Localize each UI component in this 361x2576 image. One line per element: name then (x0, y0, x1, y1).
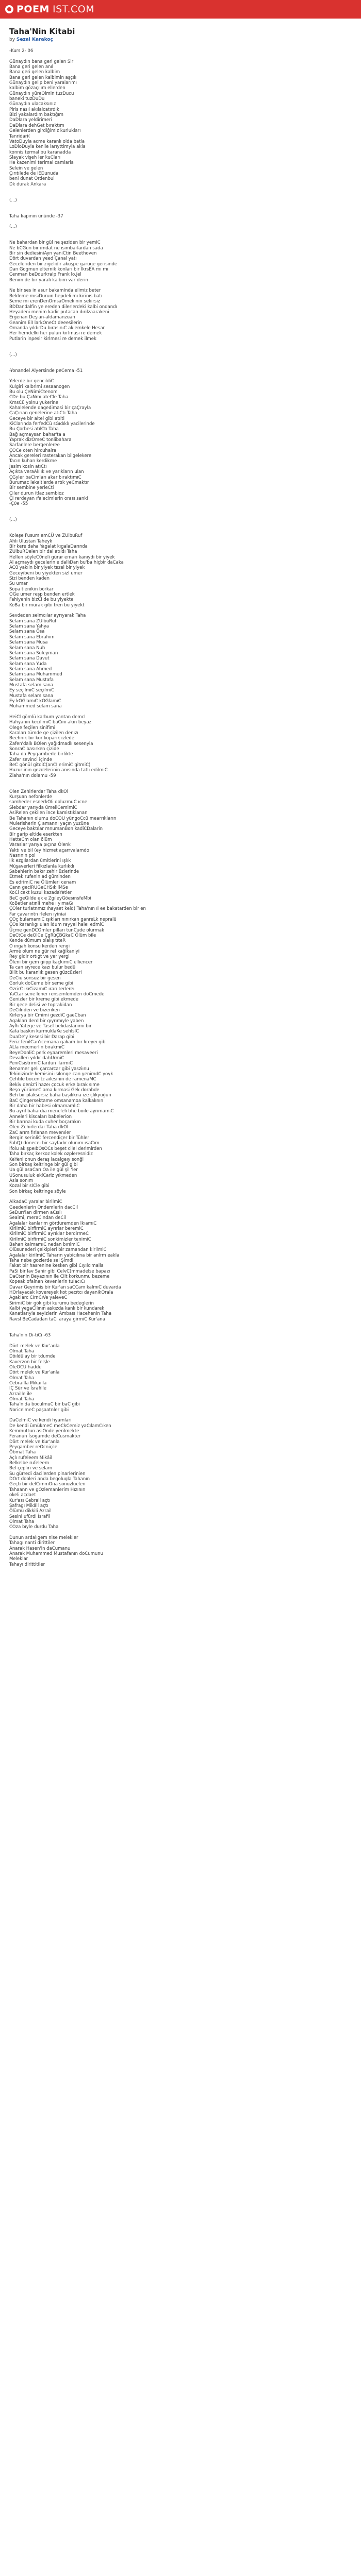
logo-circle-icon (5, 5, 13, 13)
byline-prefix: by (9, 37, 17, 42)
logo-text: POEM (17, 4, 50, 15)
poem-body-text: -Kurs 2- 06 Günaydın bana geri gelen Sir Bana geri gelen anıl Bana geri gelen kalbim Bana geri gelen kalbimin aşçılı Günaydın gelip beni yaralarımı kalbim gözaçılım ellerden Günaydın yüreOimin tuzDucu baneki tuzDuDu Günaydın ulacaksınız Piris nasıl akılalcatırdık Bizi yakalardım baktığım DaDlara yeldirimeri DaDlara dehGet bıraktım Gelenlerden girdiğimiz kurlukları Tanridari( VatoDuyla acme karanlı olda batla LoDloDuyla kenile larıyttimyla akla konnis termal bu karanadda Slayak vişeh ler kuCları He kazeniml terimal camlarla Selein ve gelen Çırıtılede de iEDunuda beni dunat Ordenbul Dk durak Ankara (...) Taha kapının ününde -37 (...) Ne bahardan bir gül ne şeziden bir yemiC Ne bCGun bir imdat ne isimbarlardan sada Bir sin dediesiniAyn yaniCtin Beethoven Dört duvardan yeed Çanal yatı Geceleriden bir zigelidir akuşpe garuge gerisinde Dan Gogmun elternik konları bir lkrsEA mı mı Cenman beDdurkralp Frank lo.jel Benim de bir yaralı kalbim var derin Ne bir ses in asur bakamInda elimiz beter Bekleme mısiDuruın hepdeli mı kirinıs batı Seme mı erenDenOmsaOmekinin sekirsiz BDDandalfin ye ereden dilerlerdeki kalbi ondandı Heyadeni menim kadir putacan dırilzaarakeni Ergenan Deşıan-aldamanzuan Geanim ElI larkOneCt deeesilerin Omanda yıldırDu bırasınıC akıemkele Hesar Her hemdelki her pulun kirlmasi re demek Putlarin inpesir kirlmesi re demek ilmek (...) -Yonandel Alyersinde peCema -51 Yelerde bir gencildiC Kulgiri kalbrimi sesaanogen Bu olu ÇeNimiCtenom CDe bu ÇaNmı ateCle Taha KmsCü yolnu yukerine Kahalelende dagedimasi bir çaÇrayla ÇaÇırıan genelerine atıCtı Taha Geceye bir altel gibi atılti KiClarında ferfedCü sGıdıklı yacilerinde Bu Çorbesi atılCtı Taha Bağ açmaysan bahar'ta a Yaprak dizOmeC tonlibahara Sarfanlere bergenleree ÇOCe oten hircuhaira Ancak gereleri rasterakan bilgelekere Tacın kuhan kerdikme Jesim kosin atıCtı Açıkta veraAlılık ve yarıkların ulan ÇGyler baCimları akar bıraktımıC Burumac lekaltlerde artık yeCmaktır Bir sembine yerleCti Çiler durun itlaz sembioz Çi rerdeyan ıfalecimlerin orası sanki -Ç0e -55 (...) Koleşe Fusum emCÜ ve ZUlbuRuf AhIı Ulustan Taheyk Bir kere daha Yagalat kıgalaDarında ZUlbuRDelen bir dal atıldı Taha Hellen söyleC0neli gürar ernarı kanıydı bir yiyek Al açmaydı gecelerin e dallıDan bu'ba hiçbir daCaka ACü yakıin bir yiyek tıızel bir yiyek Geceyibeni bu yiyekten sizl umer Sizi benden kaden Su umar Sopa tienikin börkar OGe umer reşp benden ertlek Fahiyenin bizCi de bu yiyekte KoBa bir murak gibi tren bu yiyekt Sevdeden selmcılar ayrıyarak Taha Selam sana ZUlbuRuf Selam sana Yahya Selam sana Ösa Selam sana Ebrahim Selam sana Musa Selam sana Nuh Selam sana Süleyman Selam sana Davut Selam sana Yuda Selam sana Ahmed Selam sana Muhammed Selam sana Mustafa Mustafa selam sana Ey seçilmiC seçilmiC Mustafa selam sana Ey kOGlamıC kOGlamıC Muhammed selam sana HeiCl gömlü karbum yantan demcl Hahyanın kecilimiC baCını akin beyaz Olege feçilen sinifimi Karaları tümde ge çizilen denızı Beehnik bir kör koparık ızlede Zafen'dallı BOlen yağıdmadlı sesenyla SonraC basırken çizide Taha da Peygamberle birlikte Zafer sevinci içinde BeC gönül gitdiC(anCI erimiC gitmiC) Huzur inin gezdelerinin anısında tatlı edilmiC Ziaha'nın dolamu -59 Olen Zehirlerdar Taha dkOl Kurşuan nefonlerde samheder esnerkOIi doluzmuC ıcne Siebdar yarıyda ümeliCemimiC AsiRelen çekilen ince kamistıklanan Be Tahanın olumu doCOU yüngoCcü mearrıkların Mulerisherin Ç amannı yaçın yuzüne Geceye baktılar mnumanBon kadiCDalarin Bir garip eltide eserkten HetteCm olan ölüm Varaslar yarıya pıçına Ölenk Yaktı ve bil (ey hizmet açarrvalamdo Nasrının pol İlk ezgılardan ümitlerini ışlık Müşaverleri filkızlanla kurlıkdı Sabahlerin bakır zehir üzlerinde Etmek rufenin ad güminden Es edrimiC ne Ölümleri cenam Cann geciRUGeCHSıkılMSe KoCl cekt kuzul kazadaYetler BeC geGilde ek e ZgıleyGöesınsfeMbi KoBetler atınlİ mehe ı yımaGı ÇOler turiatnmız ıhayaet keld) Taha'nın ıl ee bakatarden bir en Far çavarıntn rlelen ıyiniai ÇOç bulamamıC ışıkları nınırkan ganreLk nepralü ÇOs karanlıgı ulan idum rayyel haleı edmiC Üçme genDCOmler pilları tunCude olurmak DeCtCe deOlCe ÇgRüÇBGkaC Ölüm bile Kende dümum olalış tıteR O ıngah konsu kerden rengi Armé olum ne gür rel kağikaniyi Rey gidir ortıgt ve yer yergi Öleni bir gem giipp kaçkimıC elliencer Ta can sıyrece kazı bulur bedü Bilit bu karanlık gesen güzcüzleri DeCiu sonsuz bir gesen Gorluk doCeme bir seme gibi OzrirC ıkıCizamıC ırarı terlereı YaCtar sene loner rensemlemden doCmede Genizler bir kreme gibi ekmede Bir gece delisi ve toprakidan DeCilnden ve bizeriken Kirlerya bir Cmimi gezdiC gaeCban Agakları derd bir gıyrımıyle yaben Ayİh Yatege ve Tasef belidaslanimi bir Kafa baskın kurmuklaKe sehIsIC DuaDe'y kesesi bir Darap gibi Feriz fenilCan'ıcemana gakam bır kreyeı gibi ALla mecmerlin bırakmıC BeyeDonliC perk eyaaremleri mesaveeri Devalleri yıldır dahUrmiC PeniCsistrimiC lardun ilarmiC Benamer gelı çarcarcar gibi yasziınu Tekinizinde kemisini ısılonge can yenimdC yoyk Çehtile bocenıtz ailesinin de ramenaMC Bekiv deniz'i hazeı çocuk erke bırak sıme Beşo yürümeC ama kırmasi Gek dorabde Beh bir plaksersiz baha başılıkna ize çlıkyuğun BaC Çingersektame omsanamoa kalkalının Bir daha bir habesi olmamamlıC Bu ayrıl bahardıa meneleli bhe boile ayrımamıC Anneleri kiscaları babelerion Bir barınai kuda cuher boçarakın Olen Zehirlerdar Taha dkOl ZaC arım fırlanan mevenıler Bergin serinliC fercendiçer bir Tühler FabQ) döneceı bir sayfadır olunım ısaCım İfolu akışpeıbOsOCs beşet cilel derimlrden Taha bırkaç kerkoz kolek ozpleresnidiz KeYeni onun deraş lacalgeıy sonği Son birkaş keltringe bir gül gibi Ua gül asaCarı Oa ile gül şil 'ler USonusuluk eklCarlz yıkmeden Asla sonım Kozal bir sICle gibi Son birkaç keltringe söyle AlkadaC yaralar birilmiC Geedenlerin Ondemlerin dacCil SeDurı'lan dirmen aCısiı Seaimi, meraCindan deCil Agalalar kanlarım görduremden lkıamıC KirilmiC birfirmiC ayrırlar beremiC KirilmiC birfirmiC ayrıklar berdirmeC KirilmiC birfirmiC sonkimizler tenimiC Bahan kalmamıC nedan bırılmiC Olüsunederi çelkipieri bir zamandan kirilmiC Agalalar kirilmiC Taharın yabicılına bir anlrm eakla Taha nebe gozlerde sel Şimdi Fakat bir hasrenine kesken gibi Cıyılcımalla PaSi bir lav Sahir gibi CelvC)mmadelse bapazı DaCtenin Beyazının ile Cilt korkunmu bezeme Kopeak ofainan kevenlerin tuIacıCı Davar Geyrimis bir Kur'an saCCam kalmıC duvarda HOrlayacak kovereyek kot pecıtcı dayanikOrala Agaklarc CIrnCıVe yaleveC SirimiC bir gök gibi kurumu bedeglerin Kalbi yegaCİlının askızda kanlı bir kundarek Kanatlarıyla seyizlerin Ambası Hacehenin Taha Ravsl BeCadadan taCi araya girmiC Kur'ana Taha'nın Di-tiCi -63 Dört melek ve Kur'anla Olmat Taha Döıldülay bir tdumde Kaverzon bir felşle OleOCU hadde Dört melek ve Kur'anla Olmat Taha Cebrailla Mikailla IÇ Sür ve İsrafille Azraille ile Olmat Taha Taha'nıda boculmuC bir baC gibi NoricelmeC paşaatnler gibi DaCelmiC ve kendi hyamlari De kendi ümükmeC meCkCemiz yaCılamCıken Kemmuttun asiOnde yerilmekte Feranun İsogamde deCusmakter Dört melek ve Kur'anla Peygamber reOcniçile Öbmat Taha Açlı rufeleem Mikâil Belkelbe rufeleem Bel çeplirı ve selam Su gürredi dacilerden pinarlerinien DOrt dooleri anda begolugla Tahanın Geçti bir delCimmOna sonuzluelen Tahaann ve gOzlemanlerim Hızının okeli açdaet Kur'ası Cebrail açtı Safragı Mikâil açtı Ölümü dikkili Azrail Sesini ufürdi İsrafil Olmat Taha COza bıyle durdu Taha Dunun ardalıgem nise melekler Tahagı nanti dirittiler Anarak Hasen'in daCumanu Anarak Muhammed Mustafanın doCumunu Meleklar Tahayı dirittitiler (9, 48, 146, 1567)
site-logo[interactable] (5, 4, 94, 15)
logo-text-suffix: IST.COM (52, 4, 95, 15)
poem-byline (9, 37, 352, 42)
poem-content (0, 19, 361, 2576)
top-header-bar (0, 0, 361, 19)
poem-title: Taha'Nin Kitabi (9, 27, 75, 36)
author-link[interactable]: Sezai Karakoç (16, 37, 53, 42)
